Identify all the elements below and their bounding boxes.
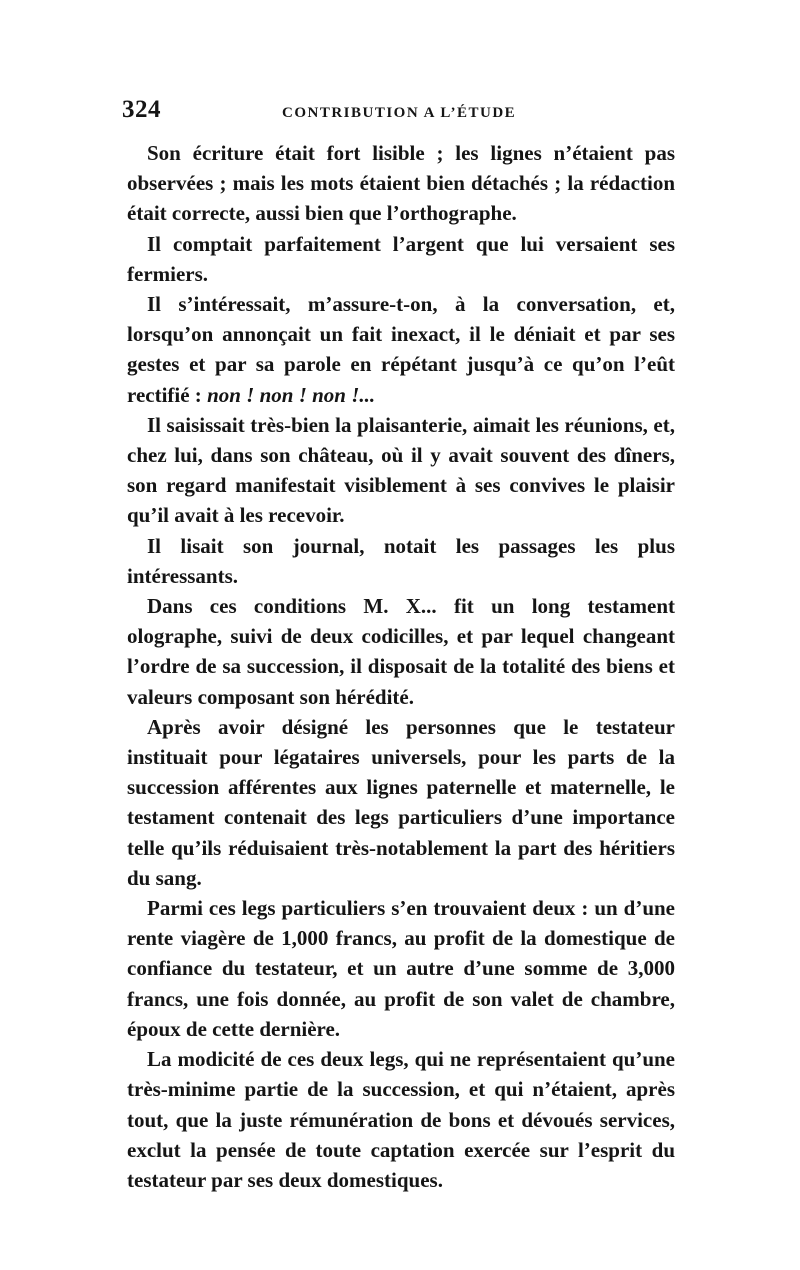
exclamation-italic: non ! non ! non !... — [207, 382, 376, 407]
paragraph — [127, 893, 675, 1044]
body-text — [127, 138, 675, 1195]
paragraph — [127, 410, 675, 531]
paragraph — [127, 712, 675, 893]
paragraph-text: Il comptait parfaitement l’argent que lui versaient ses fermiers. — [127, 231, 675, 286]
running-title: CONTRIBUTION A L’ÉTUDE — [282, 105, 517, 121]
page-number: 324 — [122, 96, 161, 123]
paragraph-text: La modicité de ces deux legs, qui ne représentaient qu’une très-minime partie de la succession, et qui n’étaient, après tout, que la juste rémunération de bons et dévoués services, exclut la pensée de toute captation exercée sur l’esprit du testateur par ses deux domestiques. — [127, 1047, 675, 1192]
paragraph — [127, 289, 675, 410]
paragraph-text: Parmi ces legs particuliers s’en trouvaient deux : un d’une rente viagère de 1,000 francs, au profit de la domestique de confiance du testateur, et un autre d’une somme de 3,000 francs, une fois donnée, au profit de son valet de chambre, époux de cette dernière. — [127, 896, 675, 1041]
paragraph — [127, 1044, 675, 1195]
paragraph-text: Il lisait son journal, notait les passages les plus intéressants. — [127, 533, 675, 588]
paragraph — [127, 531, 675, 591]
paragraph — [127, 591, 675, 712]
paragraph-text: Dans ces conditions M. X... fit un long testament olographe, suivi de deux codicilles, et par lequel changeant l’ordre de sa succession, il disposait de la totalité des biens et valeurs composant son hérédité. — [127, 594, 675, 709]
paragraph — [127, 229, 675, 289]
paragraph-text: Son écriture était fort lisible ; les lignes n’étaient pas observées ; mais les mots étaient bien détachés ; la rédaction était correcte, aussi bien que l’orthographe. — [127, 141, 675, 226]
paragraph-text: Il saisissait très-bien la plaisanterie, aimait les réunions, et, chez lui, dans son château, où il y avait souvent des dîners, son regard manifestait visiblement à ses convives le plaisir qu’il avait à les recevoir. — [127, 412, 675, 528]
running-head — [122, 96, 682, 126]
paragraph — [127, 138, 675, 229]
paragraph-text: Il s’intéressait, m’assure-t-on, à la conversation, et, lorsqu’on annonçait un fait inexact, il le déniait et par ses gestes et par sa parole en répétant jusqu’à ce qu’on l’eût rectifié : — [127, 292, 675, 407]
paragraph-text: Après avoir désigné les personnes que le testateur instituait pour légataires universels, pour les parts de la succession afférentes aux lignes paternelle et maternelle, le testament contenait des legs particuliers d’une importance telle qu’ils réduisaient très-notablement la part des héritiers du sang. — [127, 714, 675, 890]
